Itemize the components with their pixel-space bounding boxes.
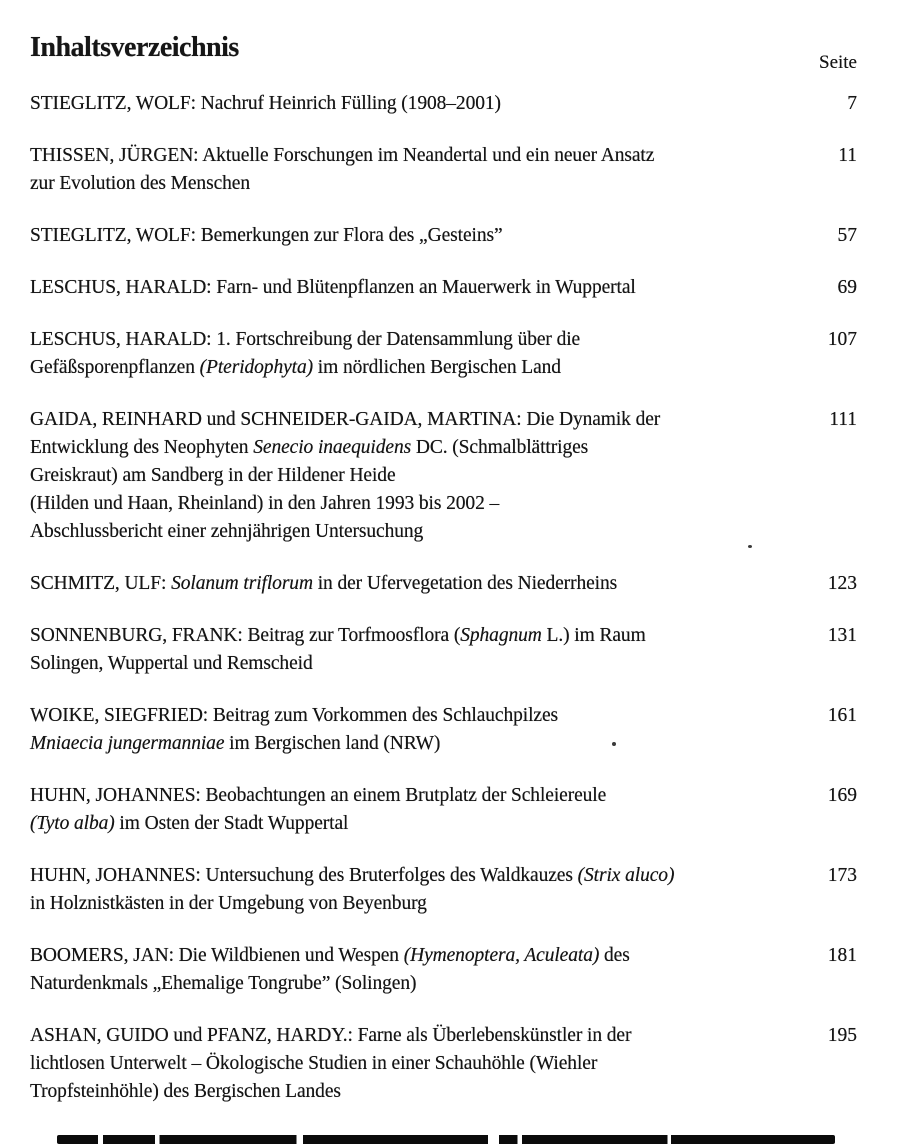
entry-title-line: HUHN, JOHANNES: Untersuchung des Bruterfolges des Waldkauzes (Strix aluco) bbox=[30, 865, 675, 886]
entry-title-line: LESCHUS, HARALD: Farn- und Blütenpflanzen an Mauerwerk in Wuppertal bbox=[30, 277, 636, 298]
entry-title bbox=[30, 90, 799, 118]
entry-title-line: ASHAN, GUIDO und PFANZ, HARDY.: Farne als Überlebenskünstler in der bbox=[30, 1025, 632, 1046]
entry-title-line: SONNENBURG, FRANK: Beitrag zur Torfmoosflora (Sphagnum L.) im Raum bbox=[30, 625, 646, 646]
entry-page-number: 57 bbox=[837, 225, 857, 246]
toc-header bbox=[30, 14, 857, 73]
entry-page-number: 169 bbox=[827, 785, 857, 806]
entry-title-line: Entwicklung des Neophyten Senecio inaequidens DC. (Schmalblättriges bbox=[30, 437, 589, 458]
entry-title-line: THISSEN, JÜRGEN: Aktuelle Forschungen im Neandertal und ein neuer Ansatz bbox=[30, 145, 655, 166]
entry-title bbox=[30, 1022, 799, 1106]
entry-page-number: 173 bbox=[827, 865, 857, 886]
entry-title bbox=[30, 782, 799, 838]
toc-entry bbox=[30, 862, 857, 918]
entry-title bbox=[30, 622, 799, 678]
toc-entry bbox=[30, 142, 857, 198]
entry-title bbox=[30, 570, 799, 598]
entry-page-number: 11 bbox=[838, 145, 857, 166]
toc-entry bbox=[30, 570, 857, 598]
entry-title-line: BOOMERS, JAN: Die Wildbienen und Wespen (Hymenoptera, Aculeata) des bbox=[30, 945, 630, 966]
entry-title-line: Mniaecia jungermanniae im Bergischen land (NRW) bbox=[30, 733, 441, 754]
toc-entry-list bbox=[30, 90, 857, 1106]
toc-entry bbox=[30, 274, 857, 302]
entry-title-line: lichtlosen Unterwelt – Ökologische Studien in einer Schauhöhle (Wiehler bbox=[30, 1053, 598, 1074]
entry-title-line: LESCHUS, HARALD: 1. Fortschreibung der Datensammlung über die bbox=[30, 329, 581, 350]
entry-title bbox=[30, 406, 799, 546]
toc-entry bbox=[30, 782, 857, 838]
entry-title bbox=[30, 274, 799, 302]
toc-entry bbox=[30, 942, 857, 998]
entry-page-number: 7 bbox=[847, 93, 857, 114]
page-title: Inhaltsverzeichnis bbox=[30, 32, 239, 64]
entry-title-line: GAIDA, REINHARD und SCHNEIDER-GAIDA, MARTINA: Die Dynamik der bbox=[30, 409, 661, 430]
entry-page-number: 131 bbox=[827, 625, 857, 646]
entry-title-line: STIEGLITZ, WOLF: Nachruf Heinrich Fülling (1908–2001) bbox=[30, 93, 501, 114]
entry-title-line: Abschlussbericht einer zehnjährigen Untersuchung bbox=[30, 521, 424, 542]
toc-entry bbox=[30, 326, 857, 382]
entry-title-line: Solingen, Wuppertal und Remscheid bbox=[30, 653, 313, 674]
toc-entry bbox=[30, 90, 857, 118]
entry-title-line: (Hilden und Haan, Rheinland) in den Jahren 1993 bis 2002 – bbox=[30, 493, 500, 514]
entry-title bbox=[30, 942, 799, 998]
entry-title-line: in Holznistkästen in der Umgebung von Beyenburg bbox=[30, 893, 427, 914]
toc-entry bbox=[30, 702, 857, 758]
entry-page-number: 181 bbox=[827, 945, 857, 966]
toc-entry bbox=[30, 406, 857, 546]
entry-title-line: STIEGLITZ, WOLF: Bemerkungen zur Flora des „Gesteins” bbox=[30, 225, 503, 246]
entry-title-line: (Tyto alba) im Osten der Stadt Wuppertal bbox=[30, 813, 349, 834]
entry-page-number: 69 bbox=[837, 277, 857, 298]
entry-title bbox=[30, 222, 799, 250]
entry-page-number: 123 bbox=[827, 573, 857, 594]
toc-entry bbox=[30, 222, 857, 250]
entry-title-line: Tropfsteinhöhle) des Bergischen Landes bbox=[30, 1081, 341, 1102]
entry-title-line: Greiskraut) am Sandberg in der Hildener Heide bbox=[30, 465, 396, 486]
entry-title bbox=[30, 142, 799, 198]
entry-title-line: zur Evolution des Menschen bbox=[30, 173, 250, 194]
entry-title-line: Naturdenkmals „Ehemalige Tongrube” (Solingen) bbox=[30, 973, 417, 994]
toc-entry bbox=[30, 622, 857, 678]
entry-page-number: 161 bbox=[827, 705, 857, 726]
entry-title-line: SCHMITZ, ULF: Solanum triflorum in der Ufervegetation des Niederrheins bbox=[30, 573, 618, 594]
scan-speck-icon bbox=[612, 742, 616, 746]
entry-title-line: Gefäßsporenpflanzen (Pteridophyta) im nördlichen Bergischen Land bbox=[30, 357, 561, 378]
entry-page-number: 195 bbox=[827, 1025, 857, 1046]
page-column-label: Seite bbox=[819, 52, 857, 73]
entry-title-line: WOIKE, SIEGFRIED: Beitrag zum Vorkommen des Schlauchpilzes bbox=[30, 705, 559, 726]
entry-title bbox=[30, 862, 799, 918]
entry-title-line: HUHN, JOHANNES: Beobachtungen an einem Brutplatz der Schleiereule bbox=[30, 785, 607, 806]
scan-speck-icon bbox=[748, 545, 752, 548]
scan-edge-artifact bbox=[57, 1135, 835, 1144]
entry-title bbox=[30, 326, 799, 382]
toc-entry bbox=[30, 1022, 857, 1106]
entry-page-number: 111 bbox=[829, 409, 857, 430]
entry-page-number: 107 bbox=[827, 329, 857, 350]
entry-title bbox=[30, 702, 799, 758]
